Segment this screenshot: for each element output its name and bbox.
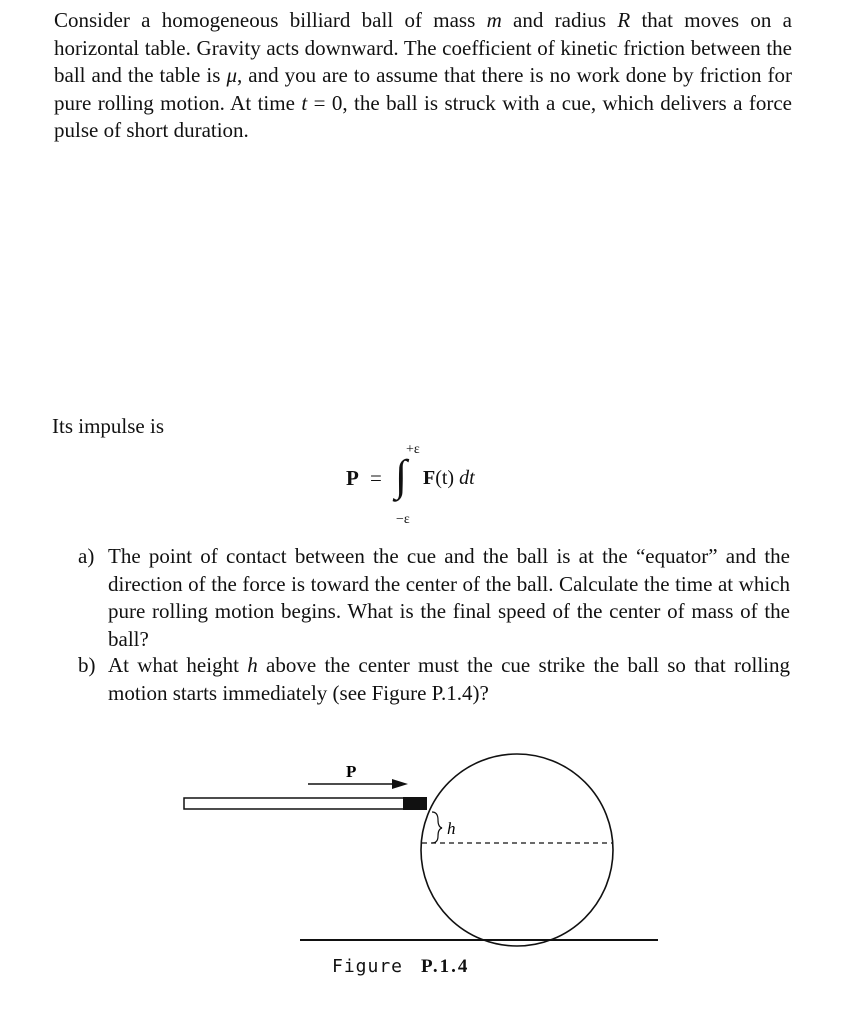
question-a (78, 543, 790, 653)
force-label: P (346, 762, 357, 781)
force-arrowhead (392, 779, 408, 789)
figure-p14-diagram (0, 740, 866, 960)
height-label: h (447, 819, 456, 838)
caption-number: P.1.4 (421, 956, 470, 977)
question-a-text: The point of contact between the cue and the ball is at the “equator” and the direction of the force is toward the center of the ball. Calculate the time at which pure rolling motion begins. What is the final speed of the center of mass of the ball? (108, 544, 790, 651)
figure-caption (332, 956, 469, 978)
question-b (78, 652, 790, 707)
billiard-ball (421, 754, 613, 946)
cue-stick (184, 798, 406, 809)
question-b-marker: b) (78, 653, 96, 677)
impulse-symbol: P (346, 466, 359, 490)
impulse-equation (340, 440, 540, 530)
integral-lower-limit: −ε (396, 512, 410, 527)
question-b-text: At what height h above the center must the cue strike the ball so that rolling motion starts immediately (see Figure P.1.4)? (108, 653, 791, 705)
question-a-marker: a) (78, 544, 95, 568)
integrand: F(t) dt (423, 467, 475, 489)
impulse-lead-text: Its impulse is (52, 414, 165, 438)
problem-statement: Consider a homogeneous billiard ball of mass m and radius R that moves on a horizontal table. Gravity acts downward. The coefficient of kinetic friction between the ball and the table is μ, and you are to assume that there is no work done by friction for pure rolling motion. At time t = 0, the ball is struck with a cue, which delivers a force pulse of short duration. (54, 8, 793, 142)
cue-tip (403, 797, 427, 810)
equals-sign: = (370, 466, 382, 490)
integral-upper-limit: +ε (406, 442, 420, 457)
caption-word: Figure (332, 956, 404, 977)
height-brace (432, 812, 442, 843)
integral-sign: ∫ (395, 451, 408, 500)
